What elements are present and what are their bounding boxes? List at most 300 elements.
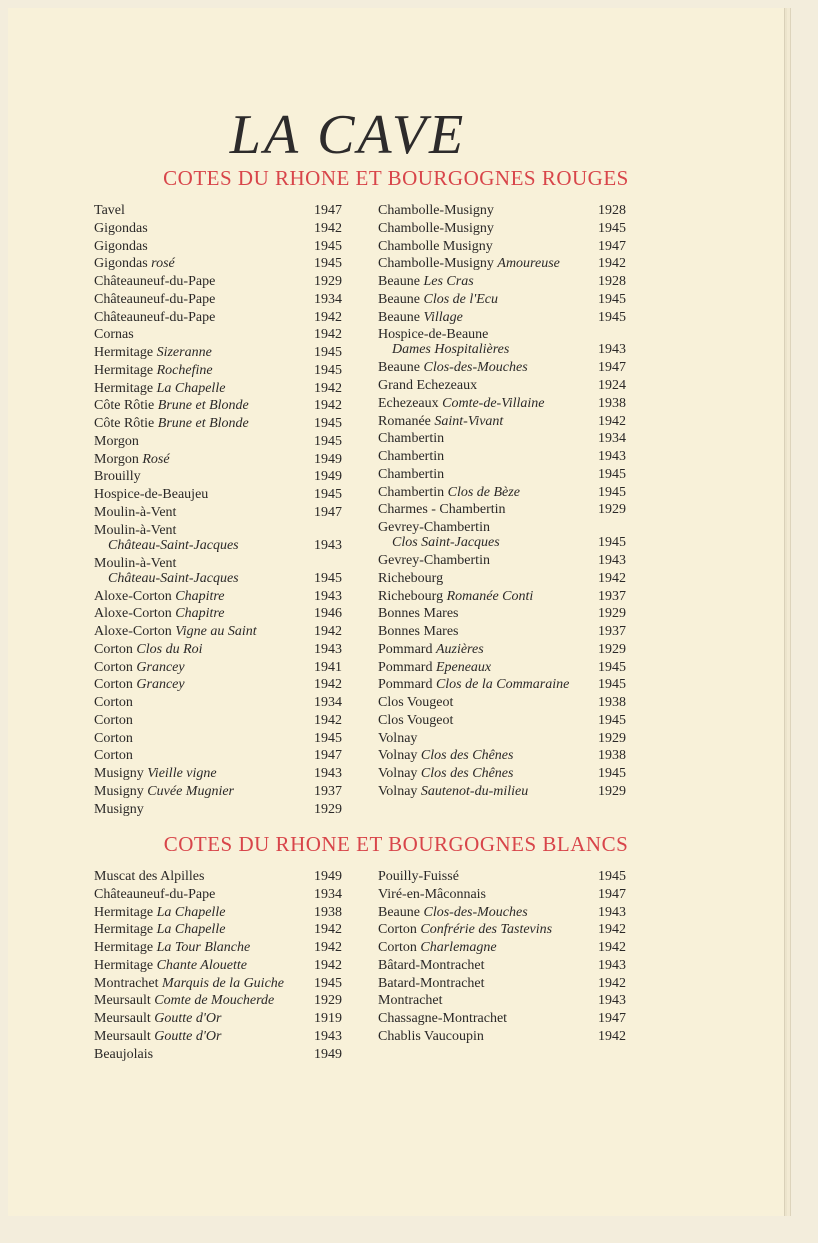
wine-appellation: Aloxe-Corton: [94, 624, 172, 639]
wine-appellation: Viré-en-Mâconnais: [378, 886, 487, 902]
wine-name: [378, 466, 444, 484]
wine-variant: Sautenot-du-milieu: [420, 783, 529, 799]
wine-entry: [94, 522, 342, 555]
wine-appellation: Meursault: [94, 1028, 151, 1044]
wine-variant: Auzières: [435, 641, 484, 657]
wine-entry: [94, 783, 342, 801]
wine-vintage: 1943: [598, 553, 626, 568]
wine-variant: Amoureuse: [497, 256, 560, 272]
wine-name: [378, 220, 494, 238]
wine-name: [378, 623, 459, 641]
wine-appellation: Chambertin: [378, 466, 445, 482]
wine-name: [378, 570, 443, 588]
wine-name: [378, 359, 528, 377]
wine-entry: [94, 868, 342, 886]
wine-name: [94, 801, 144, 819]
wine-vintage: 1949: [314, 869, 342, 884]
wine-vintage: 1942: [314, 922, 342, 938]
wine-appellation: Corton: [94, 712, 133, 728]
wine-entry: [94, 238, 342, 256]
wine-appellation: Montrachet: [378, 993, 443, 1009]
wine-appellation: Chambolle Musigny: [378, 238, 493, 254]
wine-entry: [378, 730, 626, 748]
wine-vintage: 1942: [598, 570, 626, 586]
wine-vintage: 1945: [314, 433, 342, 449]
wine-appellation: Gevrey-Chambertin: [378, 553, 490, 568]
wine-vintage: 1945: [598, 466, 626, 482]
wine-subtitle: Château-Saint-Jacques: [108, 570, 239, 586]
wine-variant: Les Cras: [423, 274, 474, 289]
wine-name: [94, 344, 212, 362]
wine-name: [94, 659, 185, 677]
wine-appellation: Beaune: [378, 904, 420, 920]
wine-name: [94, 641, 203, 659]
wine-vintage: 1945: [598, 766, 626, 781]
wine-variant: Clos de l'Ecu: [423, 291, 499, 307]
wine-variant: Romanée Conti: [446, 588, 534, 604]
wine-vintage: 1937: [598, 588, 626, 604]
wine-entry: [94, 344, 342, 362]
wine-vintage: 1945: [314, 487, 342, 502]
wine-name: [94, 1010, 221, 1028]
wine-appellation: Volnay: [378, 730, 418, 746]
wine-name: [94, 397, 249, 415]
wine-entry: [378, 747, 626, 765]
wine-entry: [378, 326, 626, 359]
wine-vintage: 1938: [598, 748, 626, 764]
wine-vintage: 1945: [598, 869, 626, 884]
wine-appellation: Chambolle-Musigny: [378, 203, 494, 218]
wine-entry: [378, 939, 626, 957]
wine-entry: [378, 975, 626, 993]
wine-name: [94, 326, 134, 344]
wine-entry: [378, 413, 626, 431]
wine-entry: [94, 309, 342, 327]
wine-entry: [378, 291, 626, 309]
wine-name: [94, 202, 125, 220]
wine-vintage: 1942: [314, 940, 342, 955]
wine-appellation: Bâtard-Montrachet: [378, 957, 485, 973]
wine-entry: [94, 676, 342, 694]
wine-entry: [378, 1028, 626, 1046]
wine-appellation: Chassagne-Montrachet: [378, 1011, 508, 1026]
wine-entry: [378, 552, 626, 570]
wine-entry: [94, 921, 342, 939]
wine-vintage: 1943: [598, 449, 626, 464]
wine-appellation: Batard-Montrachet: [378, 975, 485, 991]
wine-appellation: Gigondas: [94, 238, 148, 254]
wine-appellation: Corton: [94, 677, 133, 693]
wine-name: [378, 309, 463, 327]
wine-entry: [378, 765, 626, 783]
wine-appellation: Musigny: [94, 766, 144, 781]
wine-name: [94, 362, 213, 380]
wine-vintage: 1934: [314, 886, 342, 902]
wine-name: [94, 676, 185, 694]
wine-name: [94, 291, 215, 309]
wine-vintage: 1945: [598, 712, 626, 728]
wine-name: [94, 868, 204, 886]
wine-entry: [94, 957, 342, 975]
wine-entry: [378, 273, 626, 291]
wine-name: [378, 377, 477, 395]
wine-vintage: 1919: [314, 1011, 342, 1026]
wine-appellation: Beaune: [378, 274, 420, 289]
wine-name: [94, 886, 215, 904]
wine-entry: [94, 326, 342, 344]
wine-name: [378, 448, 444, 466]
wine-entry: [94, 747, 342, 765]
wine-vintage: 1949: [314, 469, 342, 485]
wine-vintage: 1929: [598, 606, 626, 622]
wine-entry: [378, 377, 626, 395]
wine-name: [378, 501, 506, 519]
wine-vintage: 1943: [598, 993, 626, 1009]
wine-entry: [378, 448, 626, 466]
wine-vintage: 1947: [314, 504, 342, 520]
wine-name: [94, 904, 225, 922]
wine-variant: Confrérie des Tastevins: [420, 922, 553, 938]
wine-variant: Chapitre: [175, 606, 225, 622]
wine-appellation: Gevrey-Chambertin: [378, 520, 490, 535]
wine-appellation: Hermitage: [94, 940, 154, 955]
wine-entry: [94, 1010, 342, 1028]
wine-variant: La Chapelle: [156, 904, 226, 920]
wine-vintage: 1938: [598, 695, 626, 710]
wine-appellation: Musigny: [94, 801, 144, 817]
wine-name: [94, 486, 208, 504]
wine-appellation: Hospice-de-Beaujeu: [94, 487, 209, 502]
wine-entry: [378, 309, 626, 327]
wine-appellation: Moulin-à-Vent: [94, 555, 177, 571]
wine-appellation: Morgon: [94, 433, 139, 449]
wine-name: [378, 730, 417, 748]
wine-entry: [94, 486, 342, 504]
wine-appellation: Corton: [94, 641, 133, 657]
wine-entry: [94, 939, 342, 957]
wine-appellation: Bonnes Mares: [378, 624, 459, 639]
wine-entry: [378, 694, 626, 712]
wine-name: [94, 238, 148, 256]
wine-entry: [94, 273, 342, 291]
wine-name: [378, 202, 494, 220]
wine-vintage: 1942: [598, 1028, 626, 1044]
wine-name: [94, 939, 250, 957]
wine-name: [378, 765, 513, 783]
wine-vintage: 1938: [314, 904, 342, 920]
wine-name: [94, 220, 148, 238]
wine-appellation: Châteauneuf-du-Pape: [94, 274, 216, 289]
wine-vintage: 1945: [598, 535, 626, 550]
wine-appellation: Meursault: [94, 993, 151, 1009]
wine-appellation: Châteauneuf-du-Pape: [94, 309, 216, 325]
wine-variant: Brune et Blonde: [157, 398, 249, 414]
wine-appellation: Hermitage: [94, 345, 154, 360]
wine-appellation: Beaune: [378, 291, 420, 307]
wine-appellation: Romanée: [378, 413, 431, 429]
wine-name: [378, 291, 498, 309]
wine-appellation: Richebourg: [378, 570, 444, 586]
wine-entry: [94, 659, 342, 677]
wine-vintage: 1943: [314, 766, 342, 781]
wine-vintage: 1942: [598, 413, 626, 429]
wine-name: [378, 641, 484, 659]
wine-vintage: 1938: [598, 395, 626, 411]
wine-name: [94, 273, 215, 291]
wine-vintage: 1928: [598, 274, 626, 289]
wine-entry: [94, 451, 342, 469]
wine-entry: [94, 623, 342, 641]
wine-appellation: Hermitage: [94, 904, 154, 920]
wine-vintage: 1945: [314, 975, 342, 991]
wine-appellation: Pommard: [378, 677, 433, 693]
wine-vintage: 1945: [314, 256, 342, 272]
wine-name: [378, 992, 443, 1010]
wine-entry: [94, 397, 342, 415]
wine-name: [378, 712, 453, 730]
wine-appellation: Moulin-à-Vent: [94, 522, 177, 538]
wine-appellation: Brouilly: [94, 469, 141, 485]
wine-name: [378, 430, 444, 448]
wine-vintage: 1943: [598, 904, 626, 920]
wine-entry: [378, 676, 626, 694]
wine-appellation: Pommard: [378, 641, 433, 657]
wine-name: [94, 783, 234, 801]
wine-vintage: 1945: [314, 730, 342, 746]
wine-variant: Comte de Moucherde: [154, 993, 275, 1009]
wine-vintage: 1946: [314, 606, 342, 622]
wine-vintage: 1945: [598, 309, 626, 325]
wine-variant: Goutte d'Or: [154, 1011, 222, 1026]
wine-entry: [378, 501, 626, 519]
wine-name: [378, 694, 453, 712]
wine-vintage: 1928: [598, 203, 626, 218]
wine-name: [94, 694, 133, 712]
wine-appellation: Chambertin: [378, 449, 445, 464]
wine-variant: rosé: [151, 256, 175, 272]
wine-variant: La Chapelle: [156, 380, 226, 396]
wine-vintage: 1934: [598, 431, 626, 447]
wine-vintage: 1942: [314, 957, 342, 973]
wine-appellation: Clos Vougeot: [378, 695, 454, 710]
wine-vintage: 1945: [314, 362, 342, 378]
wine-vintage: 1947: [598, 1011, 626, 1026]
wine-entry: [378, 395, 626, 413]
wine-name: [94, 309, 215, 327]
wine-appellation: Hospice-de-Beaune: [378, 327, 489, 343]
wine-name: [378, 747, 513, 765]
wine-entry: [378, 659, 626, 677]
wine-appellation: Corton: [378, 940, 417, 955]
wine-entry: [378, 641, 626, 659]
wine-entry: [378, 588, 626, 606]
wine-variant: Chapitre: [175, 588, 225, 604]
wine-name: [94, 975, 284, 993]
wine-variant: Village: [423, 309, 463, 325]
wine-appellation: Richebourg: [378, 588, 444, 604]
wine-entry: [378, 519, 626, 552]
wine-entry: [94, 641, 342, 659]
wine-entry: [378, 255, 626, 273]
wine-variant: Cuvée Mugnier: [147, 783, 234, 799]
wine-appellation: Bonnes Mares: [378, 606, 459, 622]
wine-name: [378, 886, 486, 904]
wine-variant: Grancey: [136, 677, 185, 693]
wine-list-rouges-left: [94, 202, 342, 818]
wine-name: [94, 1028, 221, 1046]
wine-entry: [94, 992, 342, 1010]
wine-vintage: 1929: [314, 274, 342, 289]
wine-variant: Clos du Roi: [136, 641, 203, 657]
wine-vintage: 1937: [314, 783, 342, 799]
wine-vintage: 1947: [598, 886, 626, 902]
wine-name: [94, 468, 141, 486]
wine-vintage: 1943: [314, 588, 342, 604]
wine-variant: Clos des Chênes: [420, 748, 514, 764]
wine-list-blancs-right: [378, 868, 626, 1046]
wine-name: [94, 433, 139, 451]
wine-appellation: Corton: [94, 730, 133, 746]
wine-appellation: Volnay: [378, 766, 418, 781]
wine-entry: [378, 712, 626, 730]
wine-subtitle: Dames Hospitalières: [392, 342, 510, 358]
wine-name: [378, 255, 560, 273]
wine-subtitle: Clos Saint-Jacques: [392, 535, 500, 550]
wine-vintage: 1942: [314, 712, 342, 728]
wine-vintage: 1942: [314, 309, 342, 325]
wine-variant: Rochefine: [156, 362, 213, 378]
wine-name: [378, 588, 533, 606]
wine-variant: Comte-de-Villaine: [442, 395, 545, 411]
wine-vintage: 1947: [598, 238, 626, 254]
wine-vintage: 1943: [598, 342, 626, 358]
wine-variant: Vigne au Saint: [175, 624, 257, 639]
wine-appellation: Châteauneuf-du-Pape: [94, 291, 216, 307]
wine-entry: [378, 220, 626, 238]
wine-entry: [94, 255, 342, 273]
wine-name: [94, 504, 176, 522]
wine-name: [378, 413, 503, 431]
wine-vintage: 1945: [314, 345, 342, 360]
wine-entry: [378, 430, 626, 448]
wine-entry: [94, 291, 342, 309]
wine-name: [378, 939, 497, 957]
wine-appellation: Cornas: [94, 327, 134, 343]
wine-entry: [378, 238, 626, 256]
wine-subtitle: Château-Saint-Jacques: [108, 537, 239, 553]
wine-name: [94, 765, 217, 783]
wine-appellation: Aloxe-Corton: [94, 588, 172, 604]
wine-vintage: 1934: [314, 695, 342, 710]
menu-page: [8, 8, 785, 1216]
wine-vintage: 1941: [314, 659, 342, 675]
wine-vintage: 1947: [314, 203, 342, 218]
wine-appellation: Corton: [378, 922, 417, 938]
wine-name: [378, 1028, 484, 1046]
wine-appellation: Gigondas: [94, 220, 148, 236]
wine-variant: Clos des Chênes: [420, 766, 514, 781]
wine-name: [94, 730, 133, 748]
wine-vintage: 1943: [314, 1028, 342, 1044]
wine-entry: [94, 504, 342, 522]
wine-name: [94, 451, 170, 469]
wine-entry: [378, 921, 626, 939]
wine-appellation: Côte Rôtie: [94, 416, 155, 431]
wine-variant: Sizeranne: [156, 345, 212, 360]
wine-entry: [94, 1046, 342, 1064]
wine-entry: [94, 380, 342, 398]
wine-name: [378, 605, 459, 623]
wine-entry: [94, 886, 342, 904]
wine-vintage: 1945: [598, 291, 626, 307]
wine-name: [378, 975, 485, 993]
wine-name: [378, 783, 528, 801]
wine-name: [94, 380, 225, 398]
page-title: LA CAVE: [229, 104, 467, 166]
wine-vintage: 1945: [314, 416, 342, 431]
wine-appellation: Chambertin: [378, 431, 445, 447]
wine-entry: [94, 904, 342, 922]
wine-name: [94, 712, 133, 730]
wine-name: [94, 1046, 153, 1064]
wine-entry: [378, 359, 626, 377]
wine-appellation: Hermitage: [94, 922, 154, 938]
wine-variant: Marquis de la Guiche: [162, 975, 284, 991]
wine-vintage: 1945: [598, 484, 626, 500]
wine-name: [378, 676, 569, 694]
wine-appellation: Hermitage: [94, 957, 154, 973]
wine-entry: [94, 588, 342, 606]
wine-appellation: Moulin-à-Vent: [94, 504, 177, 520]
wine-entry: [94, 433, 342, 451]
wine-appellation: Côte Rôtie: [94, 398, 155, 414]
wine-vintage: 1937: [598, 624, 626, 639]
wine-variant: Clos de la Commaraine: [435, 677, 570, 693]
wine-variant: Clos-des-Mouches: [423, 904, 528, 920]
wine-vintage: 1942: [314, 327, 342, 343]
wine-appellation: Muscat des Alpilles: [94, 869, 205, 884]
wine-entry: [94, 415, 342, 433]
wine-appellation: Clos Vougeot: [378, 712, 454, 728]
wine-name: [378, 957, 485, 975]
wine-entry: [378, 886, 626, 904]
wine-vintage: 1945: [598, 220, 626, 236]
wine-name: [378, 904, 528, 922]
wine-vintage: 1942: [314, 398, 342, 414]
wine-vintage: 1934: [314, 291, 342, 307]
wine-name: [378, 868, 459, 886]
wine-name: [94, 992, 274, 1010]
wine-entry: [378, 605, 626, 623]
wine-vintage: 1945: [598, 659, 626, 675]
wine-entry: [378, 1010, 626, 1028]
wine-appellation: Charmes - Chambertin: [378, 502, 506, 518]
wine-appellation: Corton: [94, 748, 133, 764]
wine-vintage: 1943: [314, 641, 342, 657]
wine-list-rouges-right: [378, 202, 626, 801]
wine-vintage: 1929: [598, 502, 626, 518]
wine-variant: Vieille vigne: [147, 766, 217, 781]
wine-appellation: Beaune: [378, 360, 420, 376]
wine-vintage: 1945: [598, 677, 626, 693]
wine-appellation: Aloxe-Corton: [94, 606, 172, 622]
wine-entry: [94, 694, 342, 712]
wine-appellation: Pouilly-Fuissé: [378, 869, 459, 884]
wine-entry: [378, 202, 626, 220]
wine-vintage: 1945: [314, 570, 342, 586]
wine-appellation: Beaujolais: [94, 1046, 154, 1062]
wine-appellation: Musigny: [94, 783, 144, 799]
